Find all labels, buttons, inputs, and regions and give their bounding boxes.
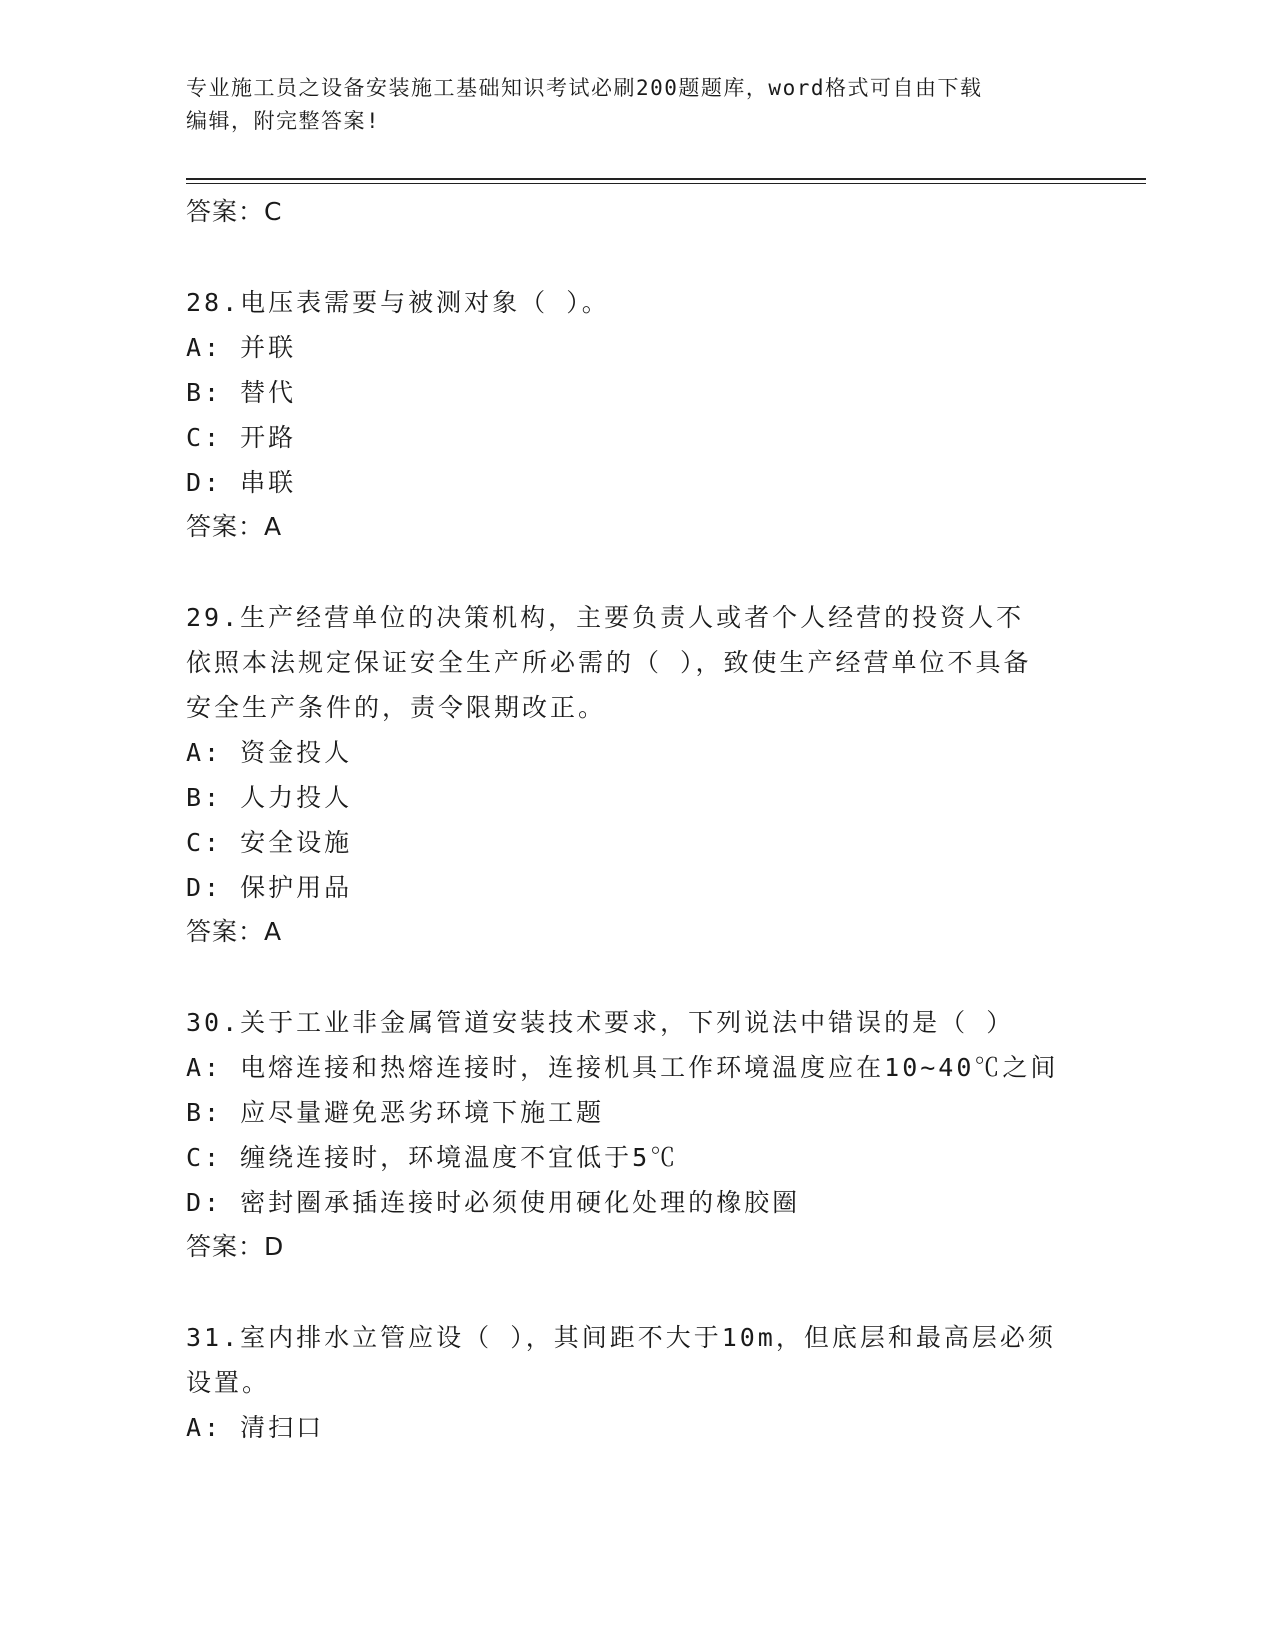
question-item <box>186 280 1086 549</box>
option-b: B: 替代 <box>186 378 297 407</box>
header-line-1: 专业施工员之设备安装施工基础知识考试必刷200题题库，word格式可自由下载 <box>186 76 983 100</box>
answer-line: 答案：A <box>186 512 283 541</box>
option-d: D: 串联 <box>186 468 297 497</box>
option-a: A: 清扫口 <box>186 1413 325 1442</box>
question-item <box>186 1000 1086 1269</box>
option-b: B: 应尽量避免恶劣环境下施工题 <box>186 1098 605 1127</box>
question-stem: 30.关于工业非金属管道安装技术要求，下列说法中错误的是（ ） <box>186 1008 1015 1037</box>
option-d: D: 保护用品 <box>186 873 353 902</box>
option-c: C: 缠绕连接时，环境温度不宜低于5℃ <box>186 1143 679 1172</box>
answer-line: 答案：A <box>186 917 283 946</box>
question-stem: 28.电压表需要与被测对象（ ）。 <box>186 288 610 317</box>
option-d: D: 密封圈承插连接时必须使用硬化处理的橡胶圈 <box>186 1188 801 1217</box>
option-c: C: 开路 <box>186 423 297 452</box>
option-a: A: 电熔连接和热熔连接时，连接机具工作环境温度应在10~40℃之间 <box>186 1053 1059 1082</box>
question-list <box>186 190 1086 1450</box>
header-rule-thick <box>186 178 1146 180</box>
page-header <box>186 72 1086 138</box>
option-a: A: 资金投人 <box>186 738 353 767</box>
question-item <box>186 1315 1086 1450</box>
option-a: A: 并联 <box>186 333 297 362</box>
header-rule-thin <box>186 183 1146 184</box>
question-item <box>186 595 1086 954</box>
option-b: B: 人力投人 <box>186 783 353 812</box>
answer-line: 答案：C <box>186 197 283 226</box>
option-c: C: 安全设施 <box>186 828 353 857</box>
header-line-2: 编辑，附完整答案! <box>186 109 381 133</box>
question-stem: 31.室内排水立管应设（ ），其间距不大于10m，但底层和最高层必须设置。 <box>186 1323 1056 1397</box>
question-stem: 29.生产经营单位的决策机构，主要负责人或者个人经营的投资人不依照本法规定保证安全生产所必需的（ ），致使生产经营单位不具备安全生产条件的，责令限期改正。 <box>186 603 1032 722</box>
answer-line: 答案：D <box>186 1232 285 1261</box>
